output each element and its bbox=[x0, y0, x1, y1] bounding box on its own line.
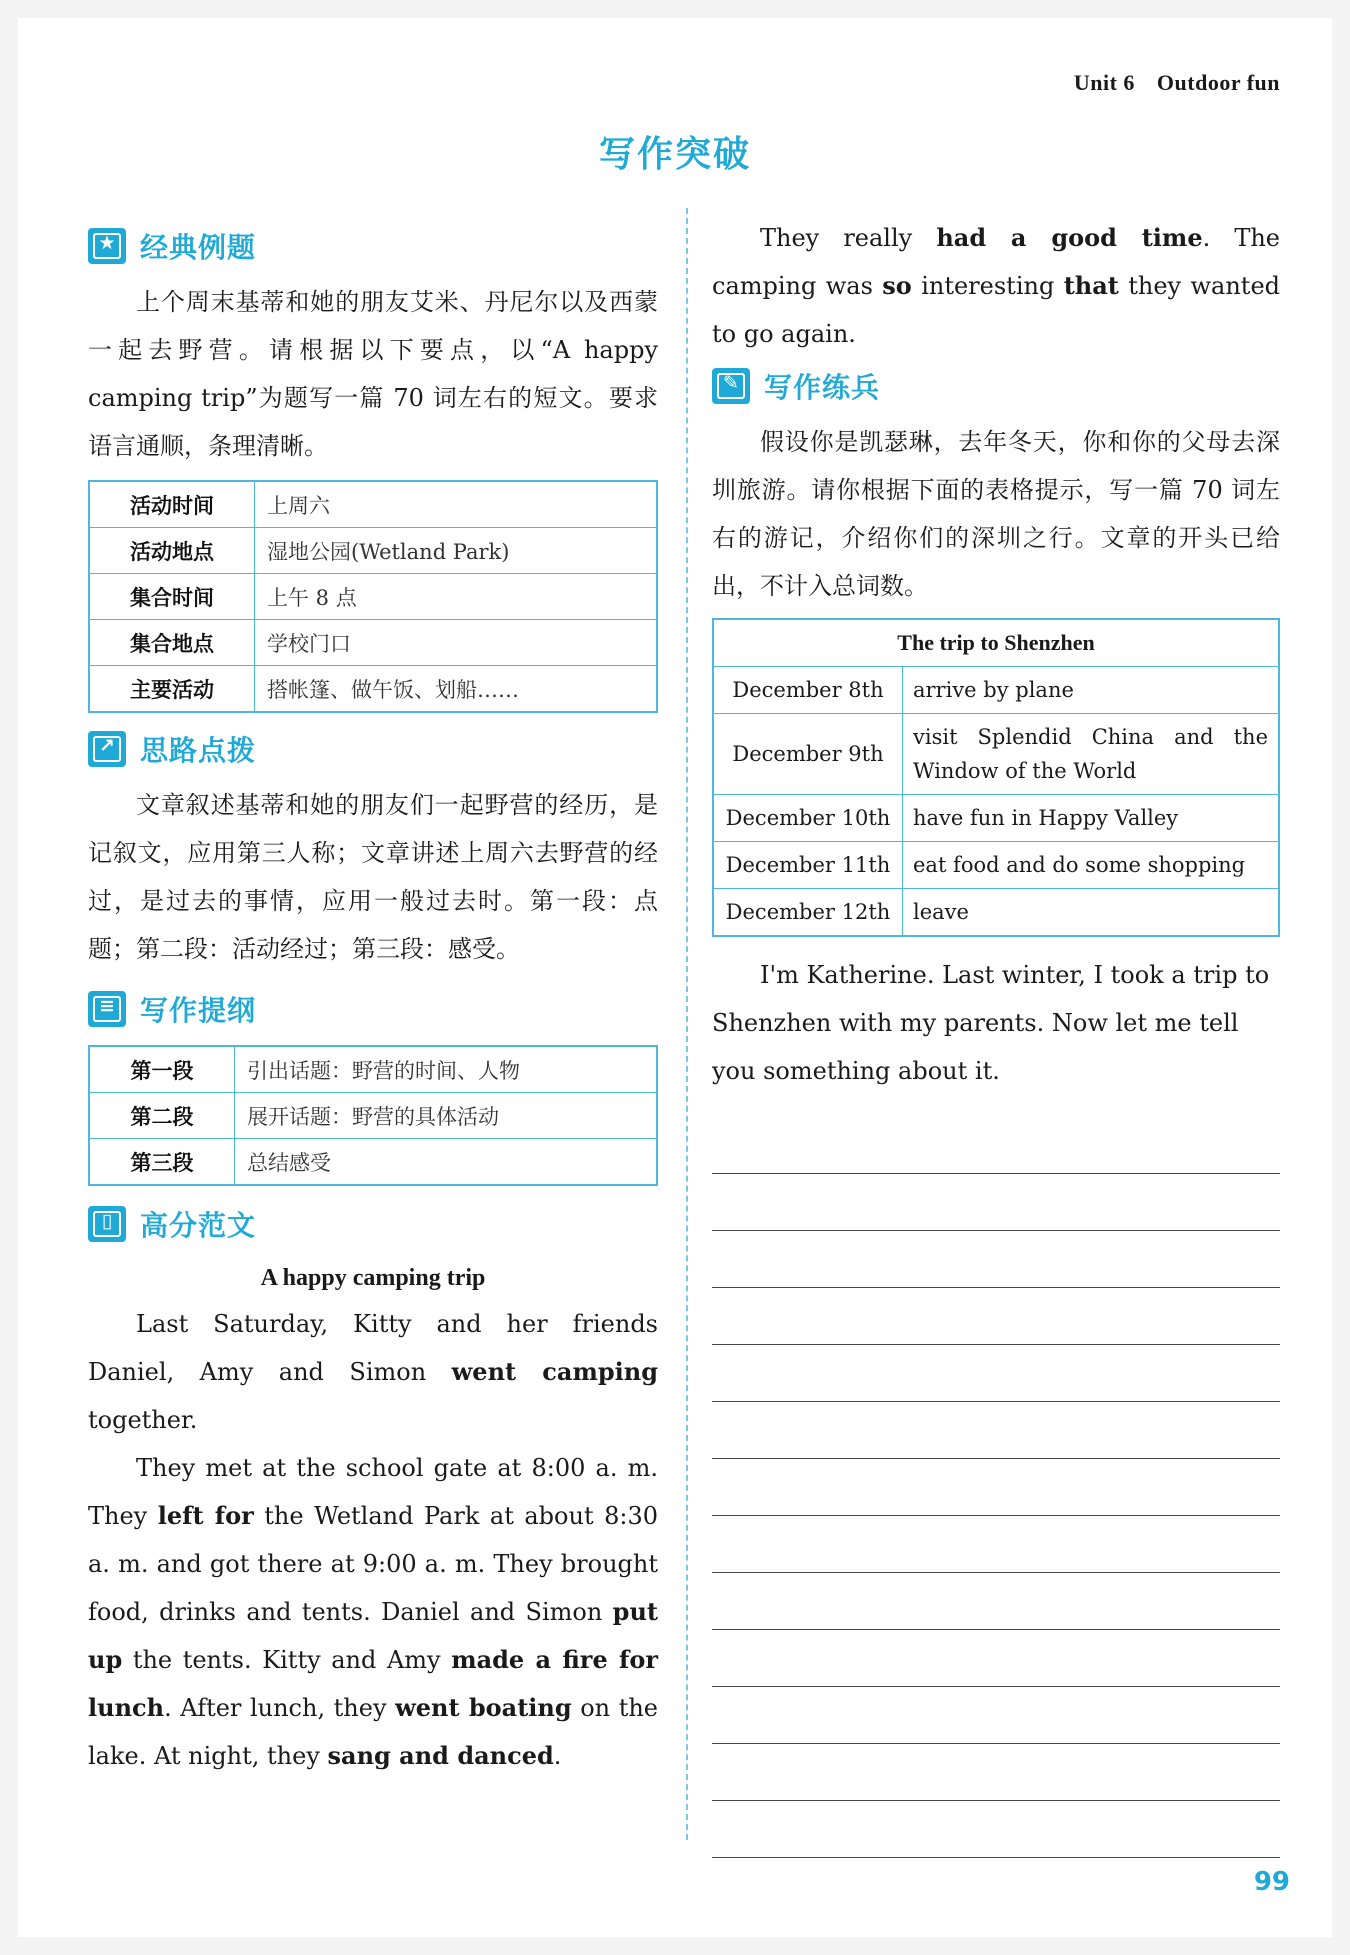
essay-key-phrase: that bbox=[1063, 271, 1119, 300]
practice-prompt: 假设你是凯瑟琳，去年冬天，你和你的父母去深圳旅游。请你根据下面的表格提示，写一篇 70 词左右的游记，介绍你们的深圳之行。文章的开头已给出，不计入总词数。 bbox=[712, 428, 1280, 600]
table-row bbox=[713, 667, 1279, 714]
page-number: 99 bbox=[1253, 1867, 1290, 1897]
essay-text: Last Saturday, Kitty and her friends Daniel, Amy and Simon bbox=[88, 1310, 658, 1386]
essay-key-phrase: so bbox=[882, 271, 912, 300]
section-practice-header bbox=[712, 364, 1280, 408]
trip-plan: visit Splendid China and the Window of the World bbox=[903, 714, 1280, 795]
writing-line[interactable] bbox=[712, 1744, 1280, 1801]
essay-text: the Wetland Park at about 8:30 a. m. and got there at 9:00 a. m. They brought food, drinks and tents. Daniel and Simon bbox=[88, 1502, 658, 1626]
page-title: 写作突破 bbox=[598, 134, 751, 175]
essay-text: the tents. Kitty and Amy bbox=[122, 1646, 452, 1674]
section-outline-label: 写作提纲 bbox=[140, 994, 257, 1027]
essay-text: they wanted to go again. bbox=[712, 272, 1281, 348]
info-key: 集合地点 bbox=[89, 620, 255, 666]
outline-icon: ≡ bbox=[88, 991, 126, 1027]
essay-title: A happy camping trip bbox=[260, 1265, 486, 1291]
outline-key: 第三段 bbox=[89, 1139, 235, 1186]
trip-table-title: The trip to Shenzhen bbox=[713, 619, 1279, 667]
example-info-table bbox=[88, 480, 658, 713]
essay-text: . The camping was bbox=[712, 224, 1280, 300]
thinking-text: 文章叙述基蒂和她的朋友们一起野营的经历，是记叙文，应用第三人称；文章讲述上周六去野营的经过，是过去的事情，应用一般过去时。第一段：点题；第二段：活动经过；第三段：感受。 bbox=[88, 791, 658, 963]
outline-key: 第二段 bbox=[89, 1093, 235, 1139]
info-value: 学校门口 bbox=[255, 620, 658, 666]
book-icon: ▯ bbox=[88, 1206, 126, 1242]
info-value: 上周六 bbox=[255, 481, 658, 528]
trip-plan: eat food and do some shopping bbox=[903, 842, 1280, 889]
section-example-header bbox=[88, 224, 658, 268]
trip-table bbox=[712, 618, 1280, 937]
trip-date: December 8th bbox=[713, 667, 903, 714]
outline-value: 展开话题：野营的具体活动 bbox=[235, 1093, 658, 1139]
table-row bbox=[89, 666, 657, 713]
essay-text: together. bbox=[88, 1406, 198, 1434]
trip-date: December 10th bbox=[713, 795, 903, 842]
table-row bbox=[713, 889, 1279, 937]
essay-paragraph-2 bbox=[88, 1444, 658, 1780]
essay-text: interesting bbox=[911, 272, 1064, 300]
table-row bbox=[89, 528, 657, 574]
writing-area[interactable] bbox=[712, 1117, 1280, 1858]
trip-plan: have fun in Happy Valley bbox=[903, 795, 1280, 842]
info-value: 湿地公园(Wetland Park) bbox=[255, 528, 658, 574]
info-key: 活动地点 bbox=[89, 528, 255, 574]
column-divider bbox=[686, 208, 688, 1840]
table-row bbox=[89, 620, 657, 666]
path-icon: ↗ bbox=[88, 731, 126, 767]
practice-opening: I'm Katherine. Last winter, I took a trip to Shenzhen with my parents. Now let me tell you something about it. bbox=[712, 961, 1270, 1085]
info-key: 活动时间 bbox=[89, 481, 255, 528]
model-essay bbox=[88, 1300, 658, 1780]
essay-text: They met at the school gate at 8:00 a. m. They bbox=[88, 1454, 658, 1530]
essay-key-phrase: sang and danced bbox=[327, 1741, 554, 1770]
essay-key-phrase: made a fire for lunch bbox=[88, 1645, 659, 1722]
table-row bbox=[713, 795, 1279, 842]
section-example-label: 经典例题 bbox=[140, 231, 257, 264]
writing-line[interactable] bbox=[712, 1231, 1280, 1288]
writing-line[interactable] bbox=[712, 1345, 1280, 1402]
essay-text: . bbox=[553, 1742, 562, 1770]
model-essay-continued bbox=[712, 214, 1280, 358]
table-row bbox=[89, 574, 657, 620]
info-key: 集合时间 bbox=[89, 574, 255, 620]
writing-line[interactable] bbox=[712, 1630, 1280, 1687]
writing-line[interactable] bbox=[712, 1573, 1280, 1630]
trip-date: December 9th bbox=[713, 714, 903, 795]
writing-line[interactable] bbox=[712, 1459, 1280, 1516]
textbook-page bbox=[18, 18, 1332, 1937]
outline-table bbox=[88, 1045, 658, 1186]
essay-key-phrase: put up bbox=[88, 1597, 658, 1674]
trip-plan: leave bbox=[903, 889, 1280, 937]
unit-topic: Outdoor fun bbox=[1156, 70, 1280, 95]
writing-line[interactable] bbox=[712, 1801, 1280, 1858]
section-practice-label: 写作练兵 bbox=[764, 371, 881, 404]
trip-date: December 11th bbox=[713, 842, 903, 889]
trip-date: December 12th bbox=[713, 889, 903, 937]
section-model-header bbox=[88, 1202, 658, 1246]
writing-line[interactable] bbox=[712, 1117, 1280, 1174]
outline-key: 第一段 bbox=[89, 1046, 235, 1093]
section-model-label: 高分范文 bbox=[140, 1209, 257, 1242]
essay-text: on the lake. At night, they bbox=[88, 1694, 658, 1770]
info-value: 搭帐篷、做午饭、划船…… bbox=[255, 666, 658, 713]
section-thinking-header bbox=[88, 727, 658, 771]
unit-label: Unit 6 bbox=[1073, 70, 1135, 95]
left-column bbox=[88, 218, 658, 1780]
writing-line[interactable] bbox=[712, 1687, 1280, 1744]
essay-key-phrase: had a good time bbox=[936, 223, 1203, 252]
writing-line[interactable] bbox=[712, 1516, 1280, 1573]
outline-value: 总结感受 bbox=[235, 1139, 658, 1186]
writing-line[interactable] bbox=[712, 1288, 1280, 1345]
table-row bbox=[89, 1046, 657, 1093]
section-outline-header bbox=[88, 987, 658, 1031]
essay-paragraph-3 bbox=[712, 214, 1280, 358]
table-row bbox=[89, 1139, 657, 1186]
section-thinking-label: 思路点拨 bbox=[140, 734, 257, 767]
info-value: 上午 8 点 bbox=[255, 574, 658, 620]
right-column bbox=[712, 214, 1280, 1858]
running-head bbox=[1074, 70, 1280, 96]
writing-line[interactable] bbox=[712, 1402, 1280, 1459]
essay-key-phrase: left for bbox=[157, 1501, 254, 1530]
essay-text: . After lunch, they bbox=[164, 1694, 396, 1722]
table-row bbox=[89, 481, 657, 528]
essay-key-phrase: went boating bbox=[395, 1693, 572, 1722]
table-row bbox=[713, 714, 1279, 795]
table-row bbox=[713, 842, 1279, 889]
table-row bbox=[713, 619, 1279, 667]
essay-paragraph-1 bbox=[88, 1300, 658, 1444]
star-icon: ★ bbox=[88, 228, 126, 264]
table-row bbox=[89, 1093, 657, 1139]
info-key: 主要活动 bbox=[89, 666, 255, 713]
pencil-icon: ✎ bbox=[712, 368, 750, 404]
trip-plan: arrive by plane bbox=[903, 667, 1280, 714]
essay-text: They really bbox=[760, 224, 937, 252]
outline-value: 引出话题：野营的时间、人物 bbox=[235, 1046, 658, 1093]
essay-key-phrase: went camping bbox=[451, 1357, 658, 1386]
writing-line[interactable] bbox=[712, 1174, 1280, 1231]
example-prompt: 上个周末基蒂和她的朋友艾米、丹尼尔以及西蒙一起去野营。请根据以下要点，以“A happy camping trip”为题写一篇 70 词左右的短文。要求语言通顺，条理清晰。 bbox=[88, 288, 658, 460]
